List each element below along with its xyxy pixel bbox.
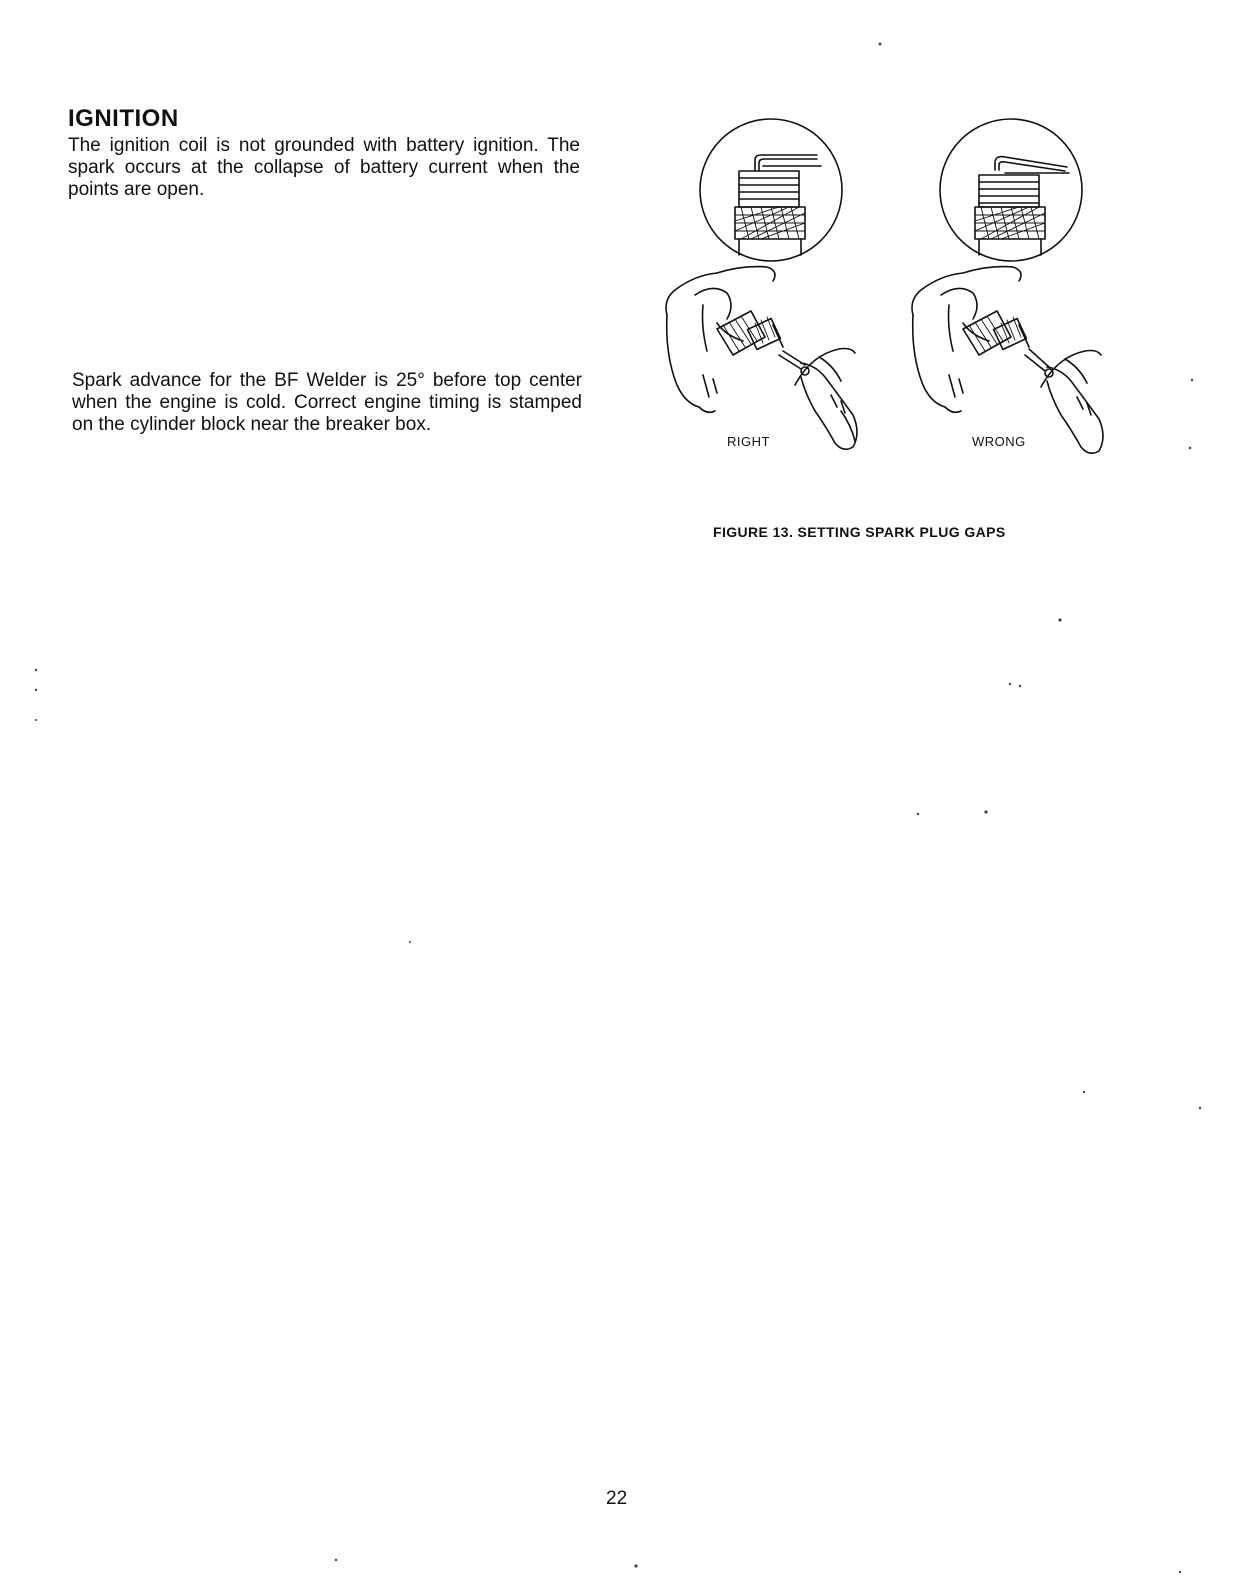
section-heading: IGNITION [68, 105, 179, 132]
ignition-paragraph: The ignition coil is not grounded with battery ignition. The spark occurs at the collapse of battery current when the points are open. [68, 135, 580, 200]
figure-label-right: RIGHT [727, 434, 770, 449]
figure-caption: FIGURE 13. SETTING SPARK PLUG GAPS [713, 524, 1006, 540]
page-number: 22 [606, 1488, 628, 1509]
figure-label-wrong: WRONG [972, 434, 1026, 449]
spark-advance-paragraph: Spark advance for the BF Welder is 25° before top center when the engine is cold. Correct engine timing is stamped on the cylinder block near the breaker box. [72, 370, 582, 435]
